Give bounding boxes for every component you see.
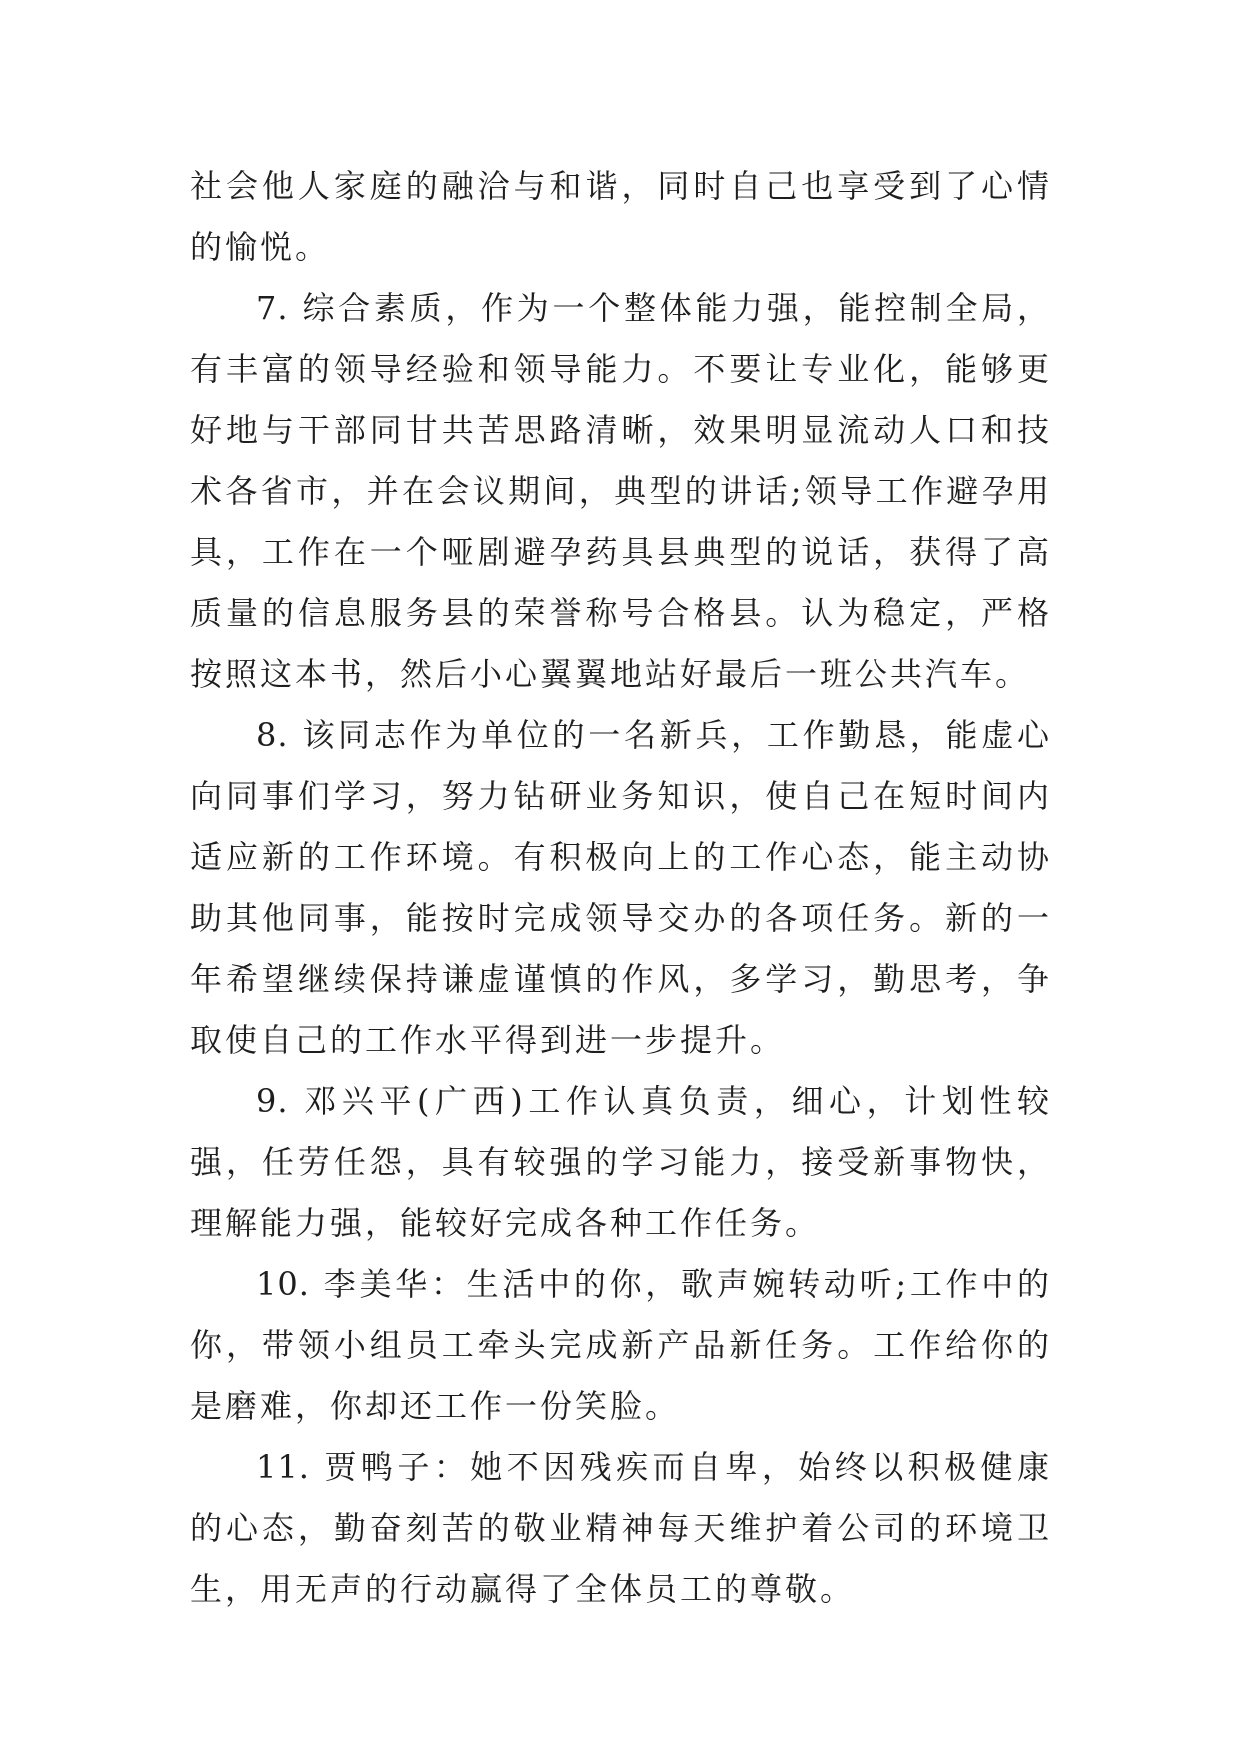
paragraph-number: 10. (256, 1265, 310, 1303)
paragraph-text: 邓兴平(广西)工作认真负责，细心，计划性较强，任劳任怨，具有较强的学习能力，接受新事物快，理解能力强，能较好完成各种工作任务。 (190, 1082, 1052, 1242)
paragraph-number: 8. (256, 716, 289, 754)
paragraph-text: 综合素质，作为一个整体能力强，能控制全局，有丰富的领导经验和领导能力。不要让专业化，能够更好地与干部同甘共苦思路清晰，效果明显流动人口和技术各省市，并在会议期间，典型的讲话;领导工作避孕用具，工作在一个哑剧避孕药具县典型的说话，获得了高质量的信息服务县的荣誉称号合格县。认为稳定，严格按照这本书，然后小心翼翼地站好最后一班公共汽车。 (190, 289, 1052, 693)
paragraph-number: 11. (256, 1448, 310, 1486)
paragraph-continuation (190, 156, 1052, 278)
paragraph-item-10 (190, 1254, 1052, 1437)
paragraph-item-8 (190, 705, 1052, 1071)
paragraph-text: 社会他人家庭的融洽与和谐，同时自己也享受到了心情的愉悦。 (190, 167, 1052, 266)
paragraph-item-9 (190, 1071, 1052, 1254)
paragraph-number: 9. (256, 1082, 289, 1120)
document-body (190, 156, 1052, 1620)
paragraph-text: 该同志作为单位的一名新兵，工作勤恳，能虚心向同事们学习，努力钻研业务知识，使自己在短时间内适应新的工作环境。有积极向上的工作心态，能主动协助其他同事，能按时完成领导交办的各项任务。新的一年希望继续保持谦虚谨慎的作风，多学习，勤思考，争取使自己的工作水平得到进一步提升。 (190, 716, 1052, 1059)
paragraph-item-7 (190, 278, 1052, 705)
paragraph-text: 李美华：生活中的你，歌声婉转动听;工作中的你，带领小组员工牵头完成新产品新任务。工作给你的是磨难，你却还工作一份笑脸。 (190, 1265, 1052, 1425)
paragraph-item-11 (190, 1437, 1052, 1620)
paragraph-number: 7. (256, 289, 289, 327)
paragraph-text: 贾鸭子：她不因残疾而自卑，始终以积极健康的心态，勤奋刻苦的敬业精神每天维护着公司的环境卫生，用无声的行动赢得了全体员工的尊敬。 (190, 1448, 1052, 1608)
